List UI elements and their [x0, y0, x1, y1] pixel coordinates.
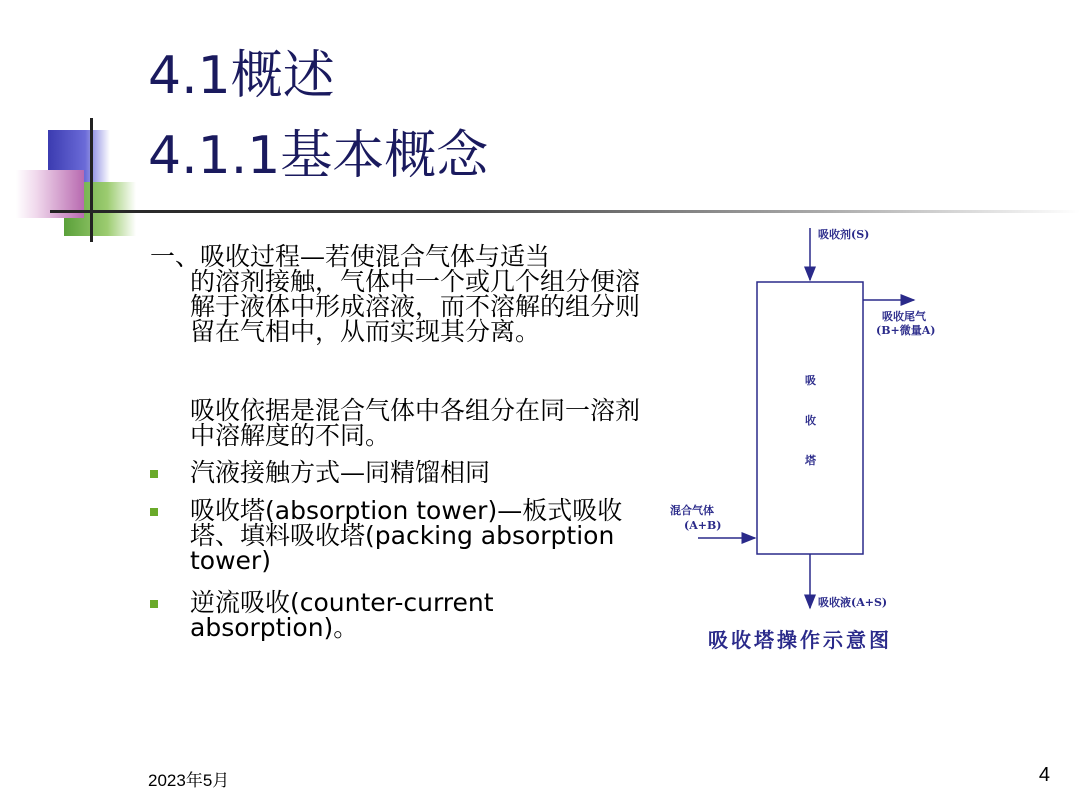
- tower-char: 吸: [805, 374, 816, 387]
- absorbent-inlet-label: 吸收剂(S): [818, 228, 870, 241]
- slide-title-line2: 4.1.1基本概念: [148, 126, 489, 186]
- absorption-tower-diagram: [668, 224, 968, 624]
- bullet-square-icon: [150, 600, 158, 608]
- absorption-basis-paragraph: 吸收依据是混合气体中各组分在同一溶剂中溶解度的不同。: [190, 396, 641, 450]
- bullet-item: [150, 498, 630, 573]
- bullet-text: 逆流吸收(counter-current absorption)。: [190, 588, 494, 642]
- slide-title-line1: 4.1概述: [148, 46, 335, 106]
- tower-char: 塔: [805, 454, 816, 467]
- bullet-square-icon: [150, 508, 158, 516]
- footer-date: 2023年5月: [148, 771, 230, 790]
- bullet-text: 汽液接触方式—同精馏相同: [190, 458, 491, 487]
- slide-number: 4: [1038, 764, 1050, 786]
- decor-vertical-line: [90, 118, 93, 242]
- title-underline: [50, 210, 1080, 213]
- gas-inlet-label-line1: 混合气体: [670, 504, 714, 517]
- tail-gas-label-line2: (B+微量A): [876, 324, 936, 337]
- paragraph-continuation: 的溶剂接触，气体中一个或几个组分便溶解于液体中形成溶液，而不溶解的组分则留在气相中，从而实现其分离。: [190, 267, 641, 346]
- absorption-process-paragraph: [150, 244, 650, 344]
- bullet-text: 吸收塔(absorption tower)—板式吸收塔、填料吸收塔(packing absorption tower): [190, 496, 623, 575]
- bullet-square-icon: [150, 470, 158, 478]
- paragraph-first-line: 一、吸收过程—若使混合气体与适当: [150, 242, 551, 271]
- tower-char: 收: [805, 414, 816, 427]
- gas-inlet-label-line2: (A+B): [684, 519, 722, 532]
- liquid-outlet-label: 吸收液(A+S): [818, 596, 888, 609]
- bullet-item: [150, 460, 630, 485]
- diagram-caption: 吸收塔操作示意图: [708, 628, 892, 652]
- tail-gas-label-line1: 吸收尾气: [882, 310, 926, 323]
- bullet-item: [150, 590, 630, 640]
